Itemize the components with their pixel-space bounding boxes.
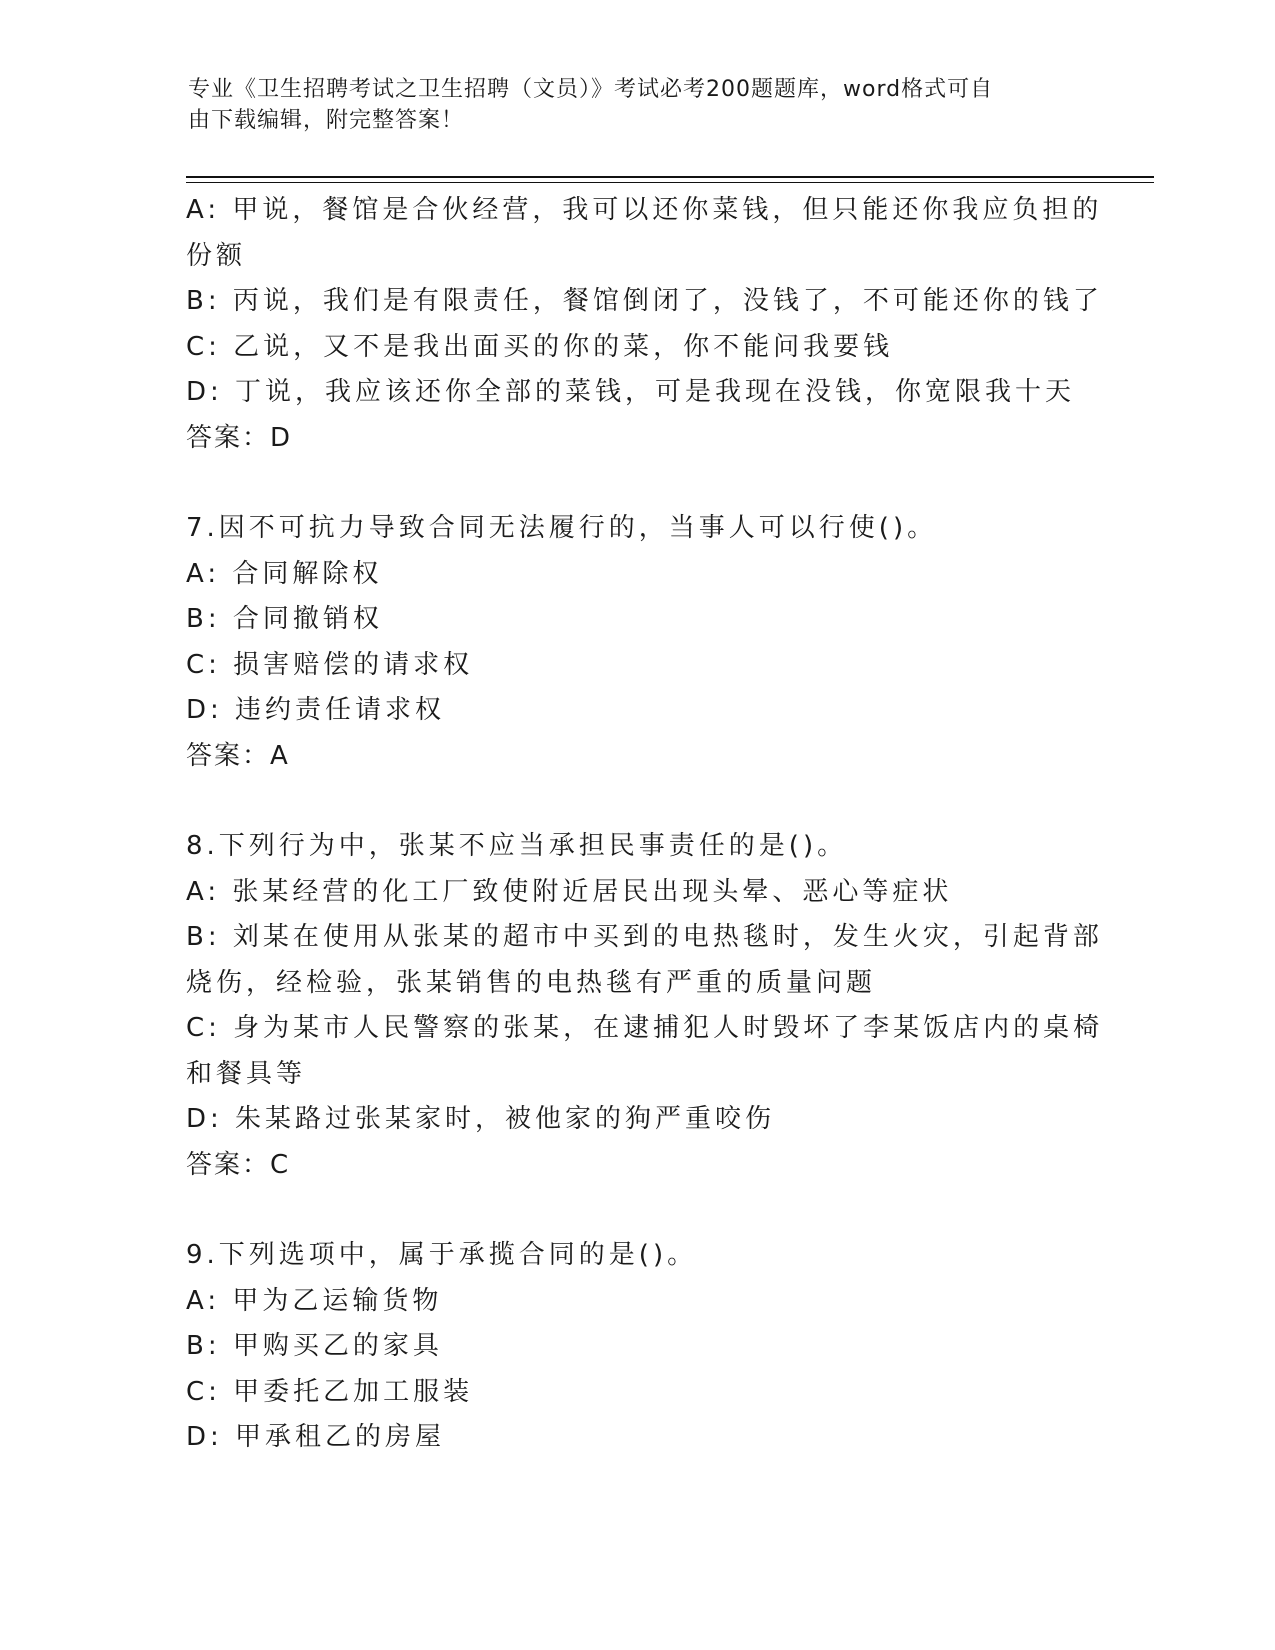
question-stem: 7.因不可抗力导致合同无法履行的，当事人可以行使()。 xyxy=(186,513,938,543)
question-7 xyxy=(186,506,1086,779)
question-stem: 8.下列行为中，张某不应当承担民事责任的是()。 xyxy=(186,831,848,861)
question-6-continued xyxy=(186,188,1103,461)
option-b: B: 合同撤销权 xyxy=(186,604,383,634)
option-c: C: 损害赔偿的请求权 xyxy=(186,649,474,680)
option-d: D: 甲承租乙的房屋 xyxy=(186,1422,446,1452)
option-b: B: 丙说，我们是有限责任，餐馆倒闭了，没钱了，不可能还你的钱了 xyxy=(186,286,1103,316)
option-c-continued: 和餐具等 xyxy=(186,1058,307,1089)
answer-line xyxy=(186,734,1086,780)
answer-value: C xyxy=(270,1149,291,1180)
answer-label: 答案： xyxy=(186,422,271,453)
answer-line xyxy=(186,416,1086,462)
question-list xyxy=(186,188,1104,1461)
option-a-continued: 份额 xyxy=(186,240,247,271)
question-9 xyxy=(186,1233,1086,1461)
answer-value: D xyxy=(270,422,293,453)
header-divider-thick xyxy=(186,176,1154,178)
question-stem: 9.下列选项中，属于承揽合同的是()。 xyxy=(186,1240,698,1270)
header-line-1: 专业《卫生招聘考试之卫生招聘（文员）》考试必考200题题库，word格式可自 xyxy=(188,77,994,102)
option-b: B: 刘某在使用从张某的超市中买到的电热毯时，发生火灾，引起背部 xyxy=(186,922,1103,952)
answer-label: 答案： xyxy=(186,1149,271,1180)
header-divider-thin xyxy=(186,182,1154,183)
option-d: D: 丁说，我应该还你全部的菜钱，可是我现在没钱，你宽限我十天 xyxy=(186,377,1076,407)
option-a: A: 甲说，餐馆是合伙经营，我可以还你菜钱，但只能还你我应负担的 xyxy=(186,195,1103,225)
option-d: D: 朱某路过张某家时，被他家的狗严重咬伤 xyxy=(186,1104,776,1134)
option-c: C: 甲委托乙加工服装 xyxy=(186,1376,474,1407)
answer-value: A xyxy=(270,740,290,771)
option-c: C: 乙说，又不是我出面买的你的菜，你不能问我要钱 xyxy=(186,331,894,362)
option-a: A: 甲为乙运输货物 xyxy=(186,1285,443,1316)
question-8 xyxy=(186,824,1104,1188)
answer-line xyxy=(186,1143,1086,1189)
answer-label: 答案： xyxy=(186,740,271,771)
option-a: A: 合同解除权 xyxy=(186,558,383,589)
option-b-continued: 烧伤，经检验，张某销售的电热毯有严重的质量问题 xyxy=(186,967,877,998)
header-line-2: 由下载编辑，附完整答案！ xyxy=(188,108,465,133)
document-header xyxy=(188,74,1068,136)
option-a: A: 张某经营的化工厂致使附近居民出现头晕、恶心等症状 xyxy=(186,876,953,907)
option-b: B: 甲购买乙的家具 xyxy=(186,1331,443,1361)
option-d: D: 违约责任请求权 xyxy=(186,695,446,725)
option-c: C: 身为某市人民警察的张某，在逮捕犯人时毁坏了李某饭店内的桌椅 xyxy=(186,1013,1104,1043)
